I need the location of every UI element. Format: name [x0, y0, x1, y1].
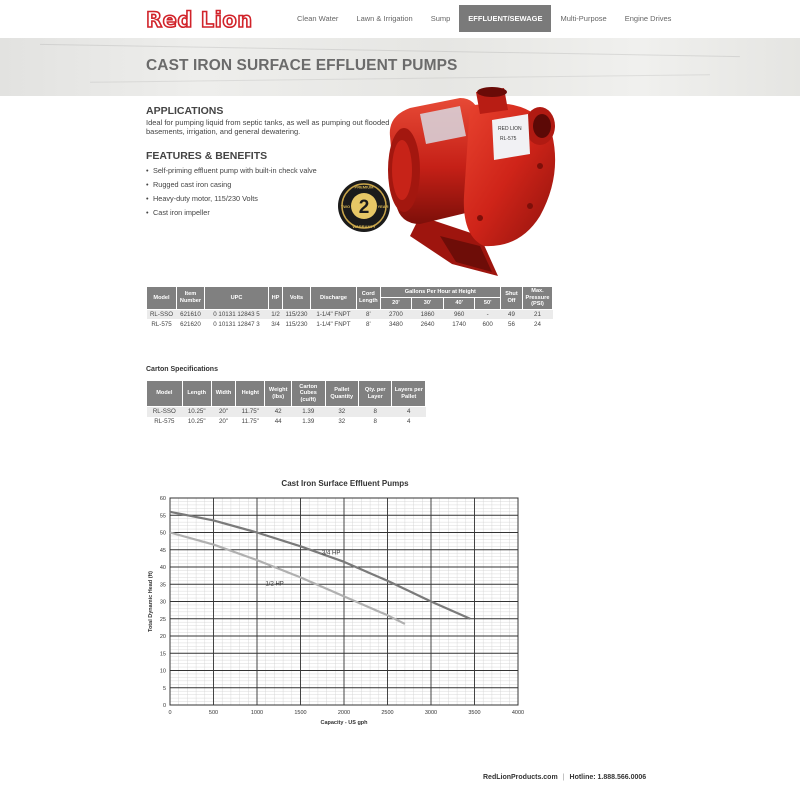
feature-item: • Self-priming effluent pump with built-in check valve [146, 164, 386, 178]
col-header: HP [269, 287, 283, 310]
x-tick-label: 3000 [424, 710, 438, 716]
two-year-warranty-badge [336, 178, 392, 234]
pump-product-image [380, 86, 560, 276]
col-header: Cord Length [357, 287, 381, 310]
table-row: RL-SSO 10.25" 20" 11.75" 42 1.39 32 8 4 [147, 407, 426, 417]
svg-text:YEAR: YEAR [377, 204, 389, 209]
y-tick-label: 0 [162, 703, 166, 709]
col-header: Height [236, 381, 265, 407]
main-nav [288, 5, 680, 32]
col-header: Discharge [311, 287, 357, 310]
table-row: RL-575 621620 0 10131 12847 3 3/4 115/230 1-1/4" FNPT 8' 3480 2640 1740 600 56 24 [147, 319, 553, 329]
y-tick-label: 30 [159, 599, 166, 606]
site-header [0, 0, 800, 38]
y-axis-label: Total Dynamic Head (ft) [148, 570, 154, 633]
col-header: Shut Off [501, 287, 523, 310]
x-tick-label: 2500 [381, 710, 394, 716]
applications-heading: APPLICATIONS [146, 105, 224, 117]
series-label: 3/4 HP [322, 550, 341, 557]
x-tick-label: 3500 [468, 710, 481, 716]
col-header: Volts [283, 287, 311, 310]
nav-item-multi-purpose[interactable]: Multi-Purpose [560, 14, 607, 23]
feature-item: • Cast iron impeller [146, 206, 386, 220]
height-header: 50' [475, 298, 501, 309]
website-link[interactable]: RedLionProducts.com [483, 774, 558, 781]
feature-item: • Heavy-duty motor, 115/230 Volts [146, 192, 386, 206]
red-lion-logo[interactable]: Red Lion [146, 8, 253, 32]
svg-text:TWO: TWO [340, 204, 351, 209]
y-tick-label: 60 [159, 496, 166, 502]
x-tick-label: 2000 [337, 710, 351, 716]
carton-specs-title: Carton Specifications [146, 366, 218, 373]
col-header: Item Number [177, 287, 205, 310]
features-heading: FEATURES & BENEFITS [146, 150, 268, 162]
feature-item: • Rugged cast iron casing [146, 178, 386, 192]
hotline-text: Hotline: 1.888.566.0006 [569, 774, 647, 781]
height-header: 30' [412, 298, 444, 309]
y-tick-label: 10 [159, 668, 166, 675]
y-tick-label: 15 [159, 651, 166, 658]
y-tick-label: 55 [159, 513, 166, 520]
pump-label-model: RL-575 [500, 136, 517, 142]
height-header: 20' [380, 298, 412, 309]
y-tick-label: 45 [159, 547, 166, 554]
nav-item-sump[interactable]: Sump [430, 14, 451, 23]
footer: RedLionProducts.com | Hotline: 1.888.566.0006 [483, 774, 647, 781]
pump-label-brand: RED LION [498, 126, 522, 132]
chart-title: Cast Iron Surface Effluent Pumps [281, 479, 409, 488]
x-tick-label: 1000 [250, 710, 264, 716]
col-header: Max. Pressure (PSI) [523, 287, 553, 310]
x-axis-label: Capacity - US gph [320, 720, 368, 726]
y-tick-label: 20 [159, 634, 166, 640]
col-header: UPC [205, 287, 269, 310]
y-tick-label: 50 [159, 530, 166, 537]
col-header: Carton Cubes (cu/ft) [292, 381, 325, 407]
x-tick-label: 500 [208, 710, 219, 716]
col-header: Pallet Quantity [325, 381, 358, 407]
nav-item-lawn-irrigation[interactable]: Lawn & Irrigation [356, 14, 413, 23]
col-header: Gallons Per Hour at Height [380, 287, 500, 298]
table-row: RL-SSO 621610 0 10131 12843 5 1/2 115/230 1-1/4" FNPT 8' 2700 1860 960 - 49 21 [147, 309, 553, 319]
x-tick-label: 4000 [511, 710, 525, 716]
col-header: Length [182, 381, 211, 407]
x-tick-label: 1500 [294, 710, 307, 716]
col-header: Model [147, 381, 183, 407]
col-header: Weight (lbs) [265, 381, 292, 407]
x-tick-label: 0 [168, 710, 172, 716]
badge-number: 2 [358, 197, 370, 218]
carton-table [146, 380, 426, 427]
col-header: Width [211, 381, 236, 407]
y-tick-label: 5 [162, 685, 166, 692]
table-row: RL-575 10.25" 20" 11.75" 44 1.39 32 8 4 [147, 417, 426, 427]
svg-text:PREMIUM: PREMIUM [354, 184, 374, 190]
nav-item-effluent-sewage[interactable]: EFFLUENT/SEWAGE [459, 5, 551, 32]
applications-text: Ideal for pumping liquid from septic tanks, as well as pumping out flooded basements, irrigation, and general dewatering. [146, 118, 390, 136]
height-header: 40' [443, 298, 475, 309]
col-header: Layers per Pallet [392, 381, 426, 407]
y-tick-label: 40 [159, 565, 166, 571]
series-label: 1/2 HP [265, 581, 284, 588]
nav-item-clean-water[interactable]: Clean Water [297, 14, 339, 23]
nav-item-engine-drives[interactable]: Engine Drives [624, 14, 672, 23]
col-header: Model [147, 287, 177, 310]
col-header: Qty. per Layer [359, 381, 392, 407]
performance-curve-chart [140, 488, 540, 738]
y-tick-label: 25 [159, 616, 166, 623]
page-title: CAST IRON SURFACE EFFLUENT PUMPS [146, 57, 458, 74]
spec-table [146, 286, 553, 329]
svg-text:WARRANTY: WARRANTY [352, 224, 376, 229]
y-tick-label: 35 [159, 582, 166, 589]
